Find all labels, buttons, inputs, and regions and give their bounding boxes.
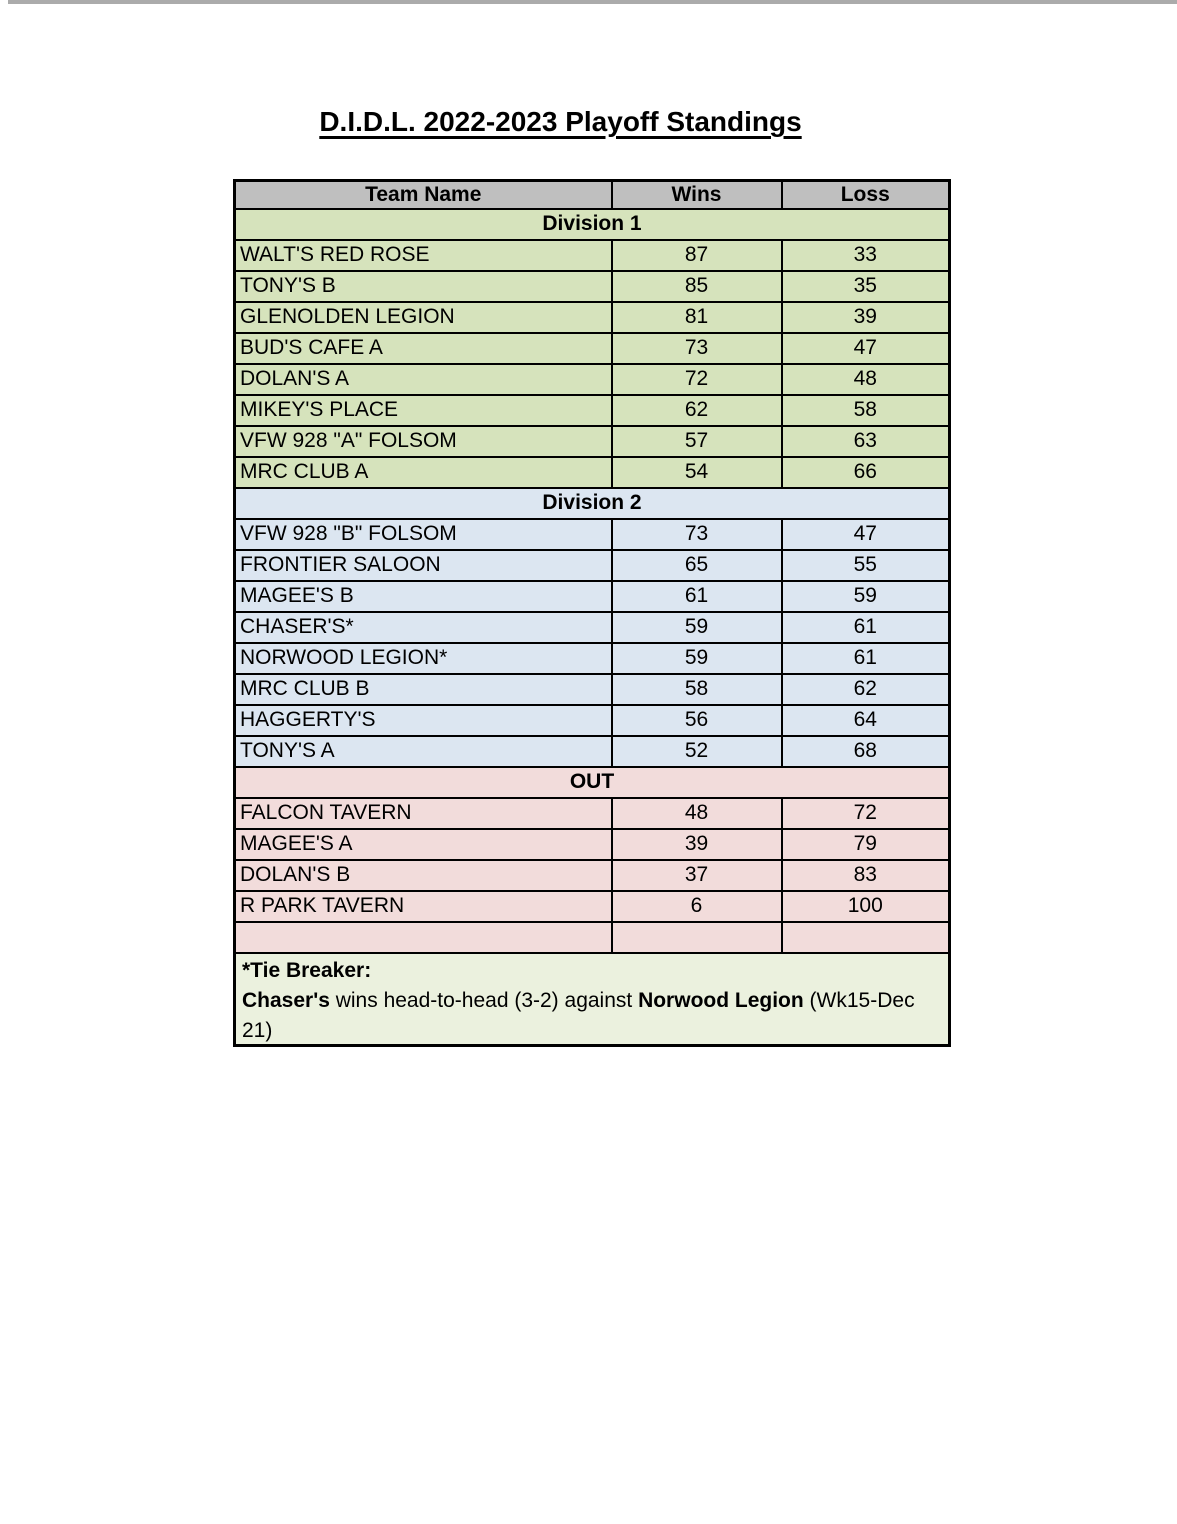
section-header-label: Division 1 [235, 209, 950, 240]
page-title: D.I.D.L. 2022-2023 Playoff Standings [319, 106, 802, 137]
loss-cell: 59 [782, 581, 950, 612]
wins-cell [612, 922, 782, 953]
team-name-cell: VFW 928 "A" FOLSOM [235, 426, 612, 457]
table-row [235, 333, 950, 364]
wins-cell: 39 [612, 829, 782, 860]
team-name-cell: DOLAN'S A [235, 364, 612, 395]
tie-breaker-cell [235, 953, 950, 1046]
wins-cell: 52 [612, 736, 782, 767]
loss-cell: 72 [782, 798, 950, 829]
wins-cell: 59 [612, 643, 782, 674]
wins-cell: 81 [612, 302, 782, 333]
team-name-cell: WALT'S RED ROSE [235, 240, 612, 271]
team-name-cell: MAGEE'S B [235, 581, 612, 612]
wins-cell: 37 [612, 860, 782, 891]
wins-cell: 56 [612, 705, 782, 736]
team-name-cell: FRONTIER SALOON [235, 550, 612, 581]
table-row [235, 457, 950, 488]
tie-breaker-heading: *Tie Breaker: [242, 958, 372, 982]
section-header-row [235, 767, 950, 798]
loss-cell: 100 [782, 891, 950, 922]
team-name-cell: CHASER'S* [235, 612, 612, 643]
team-name-cell: MRC CLUB B [235, 674, 612, 705]
note-segment-bold: Chaser's [242, 988, 330, 1012]
team-name-cell: MRC CLUB A [235, 457, 612, 488]
wins-cell: 48 [612, 798, 782, 829]
wins-cell: 85 [612, 271, 782, 302]
column-header-team-name: Team Name [235, 181, 612, 209]
team-name-cell: GLENOLDEN LEGION [235, 302, 612, 333]
table-row [235, 364, 950, 395]
table-row [235, 860, 950, 891]
loss-cell: 35 [782, 271, 950, 302]
team-name-cell: TONY'S A [235, 736, 612, 767]
team-name-cell: NORWOOD LEGION* [235, 643, 612, 674]
table-row [235, 581, 950, 612]
loss-cell [782, 922, 950, 953]
table-header-row [235, 181, 950, 209]
wins-cell: 62 [612, 395, 782, 426]
section-header-label: OUT [235, 767, 950, 798]
wins-cell: 6 [612, 891, 782, 922]
team-name-cell: MIKEY'S PLACE [235, 395, 612, 426]
table-row [235, 550, 950, 581]
loss-cell: 47 [782, 333, 950, 364]
table-row [235, 612, 950, 643]
loss-cell: 55 [782, 550, 950, 581]
loss-cell: 39 [782, 302, 950, 333]
page-top-edge [8, 0, 1177, 4]
table-row [235, 798, 950, 829]
section-header-label: Division 2 [235, 488, 950, 519]
column-header-wins: Wins [612, 181, 782, 209]
wins-cell: 73 [612, 333, 782, 364]
loss-cell: 61 [782, 643, 950, 674]
table-row [235, 519, 950, 550]
table-row [235, 643, 950, 674]
wins-cell: 72 [612, 364, 782, 395]
tie-breaker-note-line [242, 1016, 942, 1044]
loss-cell: 83 [782, 860, 950, 891]
note-segment-bold: Norwood Legion [638, 988, 804, 1012]
wins-cell: 87 [612, 240, 782, 271]
section-header-row [235, 209, 950, 240]
standings-table [233, 179, 951, 1047]
loss-cell: 66 [782, 457, 950, 488]
table-row [235, 271, 950, 302]
tie-breaker-note-line [242, 986, 942, 1016]
wins-cell: 65 [612, 550, 782, 581]
loss-cell: 63 [782, 426, 950, 457]
wins-cell: 57 [612, 426, 782, 457]
table-row [235, 705, 950, 736]
standings-table-body [235, 181, 950, 1046]
tie-breaker-row [235, 953, 950, 1046]
loss-cell: 61 [782, 612, 950, 643]
table-row [235, 736, 950, 767]
team-name-cell: HAGGERTY'S [235, 705, 612, 736]
wins-cell: 54 [612, 457, 782, 488]
team-name-cell: R PARK TAVERN [235, 891, 612, 922]
team-name-cell [235, 922, 612, 953]
team-name-cell: MAGEE'S A [235, 829, 612, 860]
loss-cell: 68 [782, 736, 950, 767]
wins-cell: 58 [612, 674, 782, 705]
loss-cell: 33 [782, 240, 950, 271]
team-name-cell: FALCON TAVERN [235, 798, 612, 829]
table-row [235, 891, 950, 922]
loss-cell: 48 [782, 364, 950, 395]
column-header-loss: Loss [782, 181, 950, 209]
loss-cell: 79 [782, 829, 950, 860]
section-header-row [235, 488, 950, 519]
table-row [235, 922, 950, 953]
loss-cell: 47 [782, 519, 950, 550]
wins-cell: 73 [612, 519, 782, 550]
tie-breaker-clip [236, 954, 948, 1044]
team-name-cell: BUD'S CAFE A [235, 333, 612, 364]
table-row [235, 829, 950, 860]
note-segment: (Wk15-Dec [803, 988, 915, 1012]
table-row [235, 674, 950, 705]
wins-cell: 61 [612, 581, 782, 612]
table-row [235, 426, 950, 457]
loss-cell: 64 [782, 705, 950, 736]
table-row [235, 240, 950, 271]
table-row [235, 395, 950, 426]
loss-cell: 62 [782, 674, 950, 705]
loss-cell: 58 [782, 395, 950, 426]
note-segment: wins head-to-head (3-2) against [329, 988, 639, 1012]
note-segment: 21) [242, 1018, 273, 1042]
wins-cell: 59 [612, 612, 782, 643]
team-name-cell: DOLAN'S B [235, 860, 612, 891]
team-name-cell: VFW 928 "B" FOLSOM [235, 519, 612, 550]
table-row [235, 302, 950, 333]
team-name-cell: TONY'S B [235, 271, 612, 302]
